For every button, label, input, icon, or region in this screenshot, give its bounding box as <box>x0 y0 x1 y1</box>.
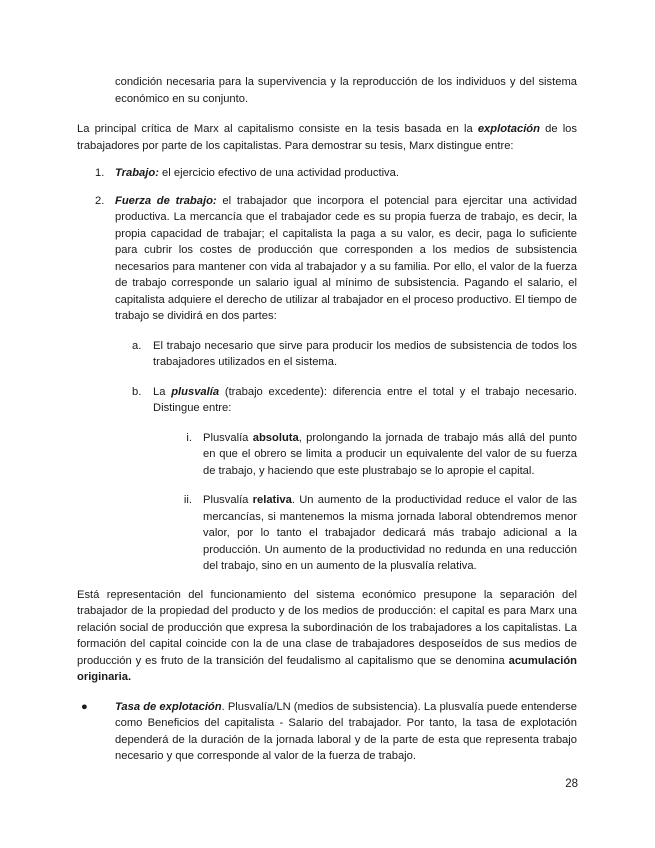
paragraph-critica-marx: La principal crítica de Marx al capitalismo consiste en la tesis basada en la explotación de los trabajadores por parte de los capitalistas. Para demostrar su tesis, Marx distingue entre: <box>77 123 577 152</box>
term-plusvalia: plusvalía <box>171 385 220 398</box>
list-item-fuerza-de-trabajo: 2. Fuerza de trabajo: el trabajador que incorpora el potencial para ejercitar una actividad productiva. La mercancía que el trabajador cede es su propia fuerza de trabajo, es decir, la propia capacidad de trabajar; el capitalista la paga a su valor, es decir, paga lo suficiente para cubrir los costes de producción que corresponden a los medios de subsistencia necesarios para mantener con vida al trabajador y a su familia. Por ello, el valor de la fuerza de trabajo corresponde un salario igual al mínimo de subsistencia. Pagando el salario, el capitalista adquiere el derecho de utilizar al trabajador en el proceso productivo. El tiempo de trabajo se dividirá en dos partes: <box>77 193 577 325</box>
roman-list-item-i: i. Plusvalía absoluta, prolongando la jornada de trabajo más allá del punto en que el obrero se limita a producir un equivalente del valor de su fuerza de trabajo, y haciendo que este plustrabajo se lo apropie el capital. <box>164 430 577 480</box>
sub-list-item-b: b. La plusvalía (trabajo excedente): diferencia entre el total y el trabajo necesario. Distingue entre: <box>132 384 577 417</box>
list-marker: 2. <box>95 194 105 207</box>
list-marker: a. <box>132 339 142 352</box>
term-trabajo: Trabajo: <box>115 167 159 179</box>
list-marker: b. <box>132 385 142 398</box>
term-acumulacion-originaria: acumulación originaria. <box>77 654 577 683</box>
list-marker: 1. <box>95 167 105 179</box>
bullet-item-tasa-de-explotacion: ● Tasa de explotación. Plusvalía/LN (medios de subsistencia). La plusvalía puede entenderse como Beneficios del capitalista - Salario del trabajador. Por tanto, la tasa de explotación dependerá de la duración de la jornada laboral y de la parte de esta que representa trabajo necesario y que corresponde al valor de la fuerza de trabajo. <box>77 699 577 765</box>
list-marker: i. <box>186 431 192 444</box>
roman-list-item-ii: ii. Plusvalía relativa. Un aumento de la productividad reduce el valor de las mercancías, si mantenemos la misma jornada laboral obtendremos menor valor, por lo tanto el trabajador dedicará más trabajo adicional a la producción. Un aumento de la productividad no redunda en una reducción del trabajo, sino en un aumento de la plusvalía relativa. <box>164 492 577 575</box>
sub-list-item-a: a. El trabajo necesario que sirve para producir los medios de subsistencia de todos los trabajadores utilizados en el sistema. <box>132 338 577 371</box>
page-content <box>77 74 577 765</box>
term-tasa-de-explotacion: Tasa de explotación <box>115 700 222 713</box>
list-item-trabajo: 1. Trabajo: el ejercicio efectivo de una actividad productiva. <box>77 165 577 182</box>
list-marker: ii. <box>183 494 192 506</box>
intro-continuation: condición necesaria para la supervivencia y la reproducción de los individuos y del sistema económico en su conjunto. <box>115 76 577 105</box>
term-explotacion: explotación <box>477 123 540 135</box>
bullet-marker: ● <box>81 700 88 713</box>
term-fuerza-de-trabajo: Fuerza de trabajo: <box>115 194 217 207</box>
paragraph-sistema-economico: Está representación del funcionamiento del sistema económico presupone la separación del trabajador de la propiedad del producto y de los medios de producción: el capital es para Marx una relación social de producción que expresa la subordinación de los trabajadores a los capitalistas. La formación del capital coincide con la de una clase de trabajadores desposeídos de sus medios de producción y es fruto de la transición del feudalismo al capitalismo que se denomina acumulación originaria. <box>77 588 577 683</box>
page-number: 28 <box>565 778 578 790</box>
term-relativa: relativa <box>252 494 292 506</box>
term-absoluta: absoluta <box>252 431 299 444</box>
